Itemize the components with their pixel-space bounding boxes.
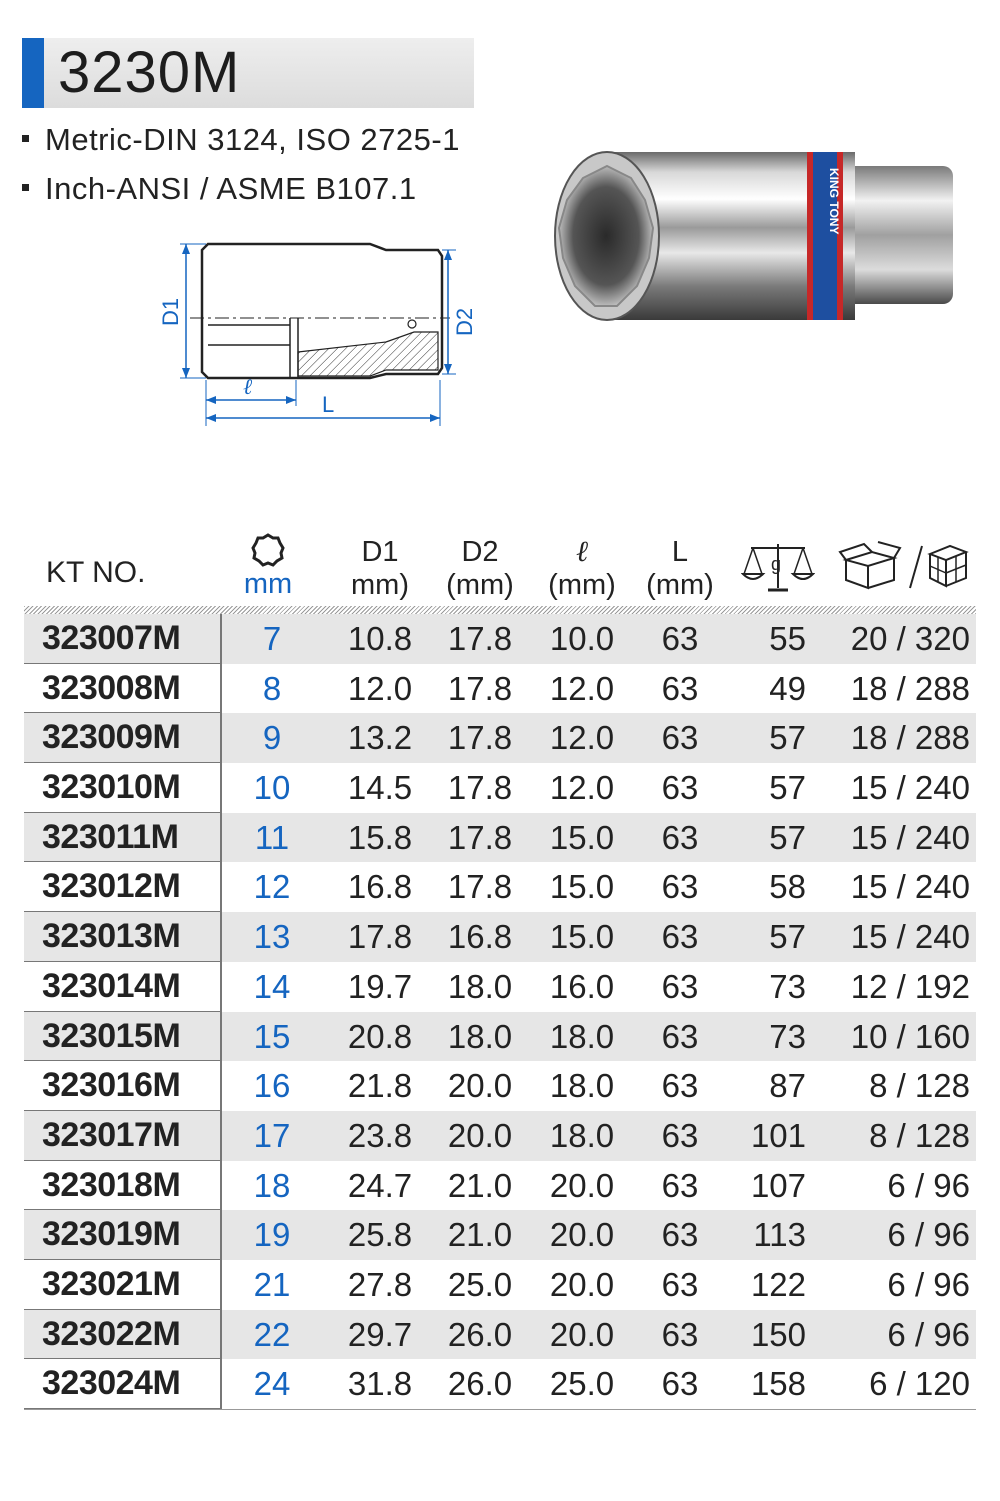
cell-weight: 58	[769, 868, 806, 906]
cell-d1: 24.7	[347, 1166, 413, 1204]
twelve-point-socket-icon	[250, 532, 286, 568]
cell-weight: 122	[750, 1265, 806, 1303]
table-bottom-rule	[24, 1409, 976, 1413]
header-divider	[24, 606, 976, 614]
cell-d2: 17.8	[447, 868, 513, 906]
cell-l-big: 63	[661, 967, 699, 1005]
cell-l-big: 63	[661, 868, 699, 906]
cell-packing: 15 / 240	[850, 868, 970, 906]
cell-d1: 27.8	[347, 1265, 413, 1303]
cell-l-small: 12.0	[549, 669, 615, 707]
spec-table	[24, 530, 976, 1413]
header-l-small	[528, 536, 636, 602]
header-size	[228, 530, 308, 601]
cell-weight: 49	[769, 669, 806, 707]
header-l-big-label: L	[671, 536, 689, 568]
cell-kt-no: 323009M	[42, 718, 181, 757]
cell-kt-no: 323011M	[42, 817, 179, 856]
standard-metric	[22, 122, 460, 158]
standard-metric-text: Metric-DIN 3124, ISO 2725-1	[45, 122, 460, 157]
table-row	[24, 763, 976, 813]
header-l-big-unit: (mm)	[646, 569, 714, 601]
cell-packing: 10 / 160	[850, 1017, 970, 1055]
cell-size: 21	[220, 1260, 322, 1310]
cell-d1: 16.8	[347, 868, 413, 906]
cell-d2: 20.0	[447, 1116, 513, 1154]
cell-kt-no: 323008M	[42, 668, 181, 707]
cell-d1: 29.7	[347, 1315, 413, 1353]
header-kt-no: KT NO.	[46, 556, 146, 589]
cell-d2: 26.0	[447, 1315, 513, 1353]
cell-d1: 10.8	[347, 620, 413, 657]
cell-weight: 113	[753, 1216, 806, 1254]
cell-kt-no: 323018M	[42, 1165, 181, 1204]
cell-size: 18	[220, 1161, 322, 1211]
cell-l-big: 63	[661, 620, 699, 657]
cell-l-small: 15.0	[549, 818, 615, 856]
title-accent-bar	[22, 38, 44, 108]
header-l-big	[628, 536, 732, 602]
cell-size: 14	[220, 962, 322, 1012]
cell-size: 9	[220, 713, 322, 763]
dimension-diagram	[150, 230, 480, 430]
cell-d2: 16.8	[447, 918, 513, 956]
cell-d1: 13.2	[347, 719, 413, 757]
standard-inch	[22, 171, 417, 207]
cell-l-small: 20.0	[549, 1216, 615, 1254]
cell-size: 22	[220, 1310, 322, 1360]
cell-l-small: 15.0	[549, 868, 615, 906]
cell-kt-no: 323015M	[42, 1016, 181, 1055]
cell-packing: 6 / 96	[887, 1166, 970, 1204]
cell-packing: 15 / 240	[850, 918, 970, 956]
cell-l-big: 63	[661, 1166, 699, 1204]
cell-d1: 21.8	[347, 1067, 413, 1105]
l-big-label: L	[322, 392, 335, 417]
cell-weight: 150	[750, 1315, 806, 1353]
cell-packing: 6 / 96	[887, 1315, 970, 1353]
d1-label: D1	[158, 297, 183, 326]
header-d1-label: D1	[361, 536, 399, 568]
cell-kt-no: 323010M	[42, 768, 181, 807]
cell-weight: 57	[769, 719, 806, 757]
cell-weight: 73	[769, 1017, 806, 1055]
cell-packing: 6 / 120	[869, 1365, 970, 1403]
cell-kt-no: 323013M	[42, 917, 181, 956]
cell-weight: 107	[750, 1166, 806, 1204]
cell-l-big: 63	[661, 719, 699, 757]
cell-l-big: 63	[661, 1315, 699, 1353]
table-row	[24, 1111, 976, 1161]
cell-d1: 15.8	[347, 818, 413, 856]
cell-l-small: 20.0	[549, 1315, 615, 1353]
cell-l-big: 63	[661, 769, 699, 807]
cell-kt-no: 323017M	[42, 1115, 181, 1154]
cell-l-small: 12.0	[549, 769, 615, 807]
scale-weight-icon	[741, 538, 815, 594]
cell-l-small: 25.0	[549, 1365, 615, 1403]
cell-size: 13	[220, 912, 322, 962]
cell-d1: 14.5	[347, 769, 413, 807]
cell-weight: 57	[769, 769, 806, 807]
cell-size: 8	[220, 664, 322, 714]
cell-l-small: 10.0	[549, 620, 615, 657]
box-carton-icon	[838, 540, 970, 592]
cell-d2: 25.0	[447, 1265, 513, 1303]
table-row	[24, 1210, 976, 1260]
cell-d2: 17.8	[447, 818, 513, 856]
header-d2	[426, 536, 534, 602]
cell-size: 16	[220, 1061, 322, 1111]
table-row	[24, 614, 976, 664]
cell-size: 17	[220, 1111, 322, 1161]
cell-weight: 158	[750, 1365, 806, 1403]
title-banner	[22, 38, 474, 108]
table-row	[24, 1161, 976, 1211]
header-l-small-unit: (mm)	[548, 569, 616, 601]
cell-packing: 6 / 96	[887, 1265, 970, 1303]
table-row	[24, 962, 976, 1012]
cell-d1: 17.8	[347, 918, 413, 956]
cell-packing: 12 / 192	[850, 967, 970, 1005]
svg-text:g: g	[771, 554, 782, 574]
table-row	[24, 862, 976, 912]
standard-inch-text: Inch-ANSI / ASME B107.1	[45, 171, 417, 206]
cell-d1: 23.8	[347, 1116, 413, 1154]
cell-d2: 17.8	[447, 769, 513, 807]
cell-packing: 8 / 128	[869, 1116, 970, 1154]
cell-packing: 18 / 288	[850, 669, 970, 707]
row-separator	[24, 1408, 220, 1409]
bullet-icon	[22, 135, 29, 142]
header-d2-label: D2	[461, 536, 499, 568]
cell-l-small: 18.0	[549, 1017, 615, 1055]
brand-band-text: KING TONY	[827, 168, 841, 235]
cell-d2: 17.8	[447, 620, 513, 657]
header-l-small-label: ℓ	[575, 536, 589, 568]
cell-size: 7	[220, 614, 322, 664]
table-row	[24, 664, 976, 714]
cell-weight: 57	[769, 818, 806, 856]
cell-l-small: 20.0	[549, 1166, 615, 1204]
cell-d2: 17.8	[447, 719, 513, 757]
cell-packing: 15 / 240	[850, 769, 970, 807]
cell-d1: 20.8	[347, 1017, 413, 1055]
cell-d1: 25.8	[347, 1216, 413, 1254]
cell-size: 12	[220, 862, 322, 912]
cell-weight: 55	[769, 620, 806, 657]
cell-packing: 6 / 96	[887, 1216, 970, 1254]
cell-weight: 73	[769, 967, 806, 1005]
cell-l-big: 63	[661, 818, 699, 856]
cell-l-big: 63	[661, 1017, 699, 1055]
cell-weight: 57	[769, 918, 806, 956]
cell-packing: 20 / 320	[850, 620, 970, 657]
cell-size: 10	[220, 763, 322, 813]
cell-kt-no: 323014M	[42, 966, 181, 1005]
l-small-label: ℓ	[243, 374, 253, 399]
cell-l-big: 63	[661, 1365, 699, 1403]
header-d1-unit: mm)	[351, 569, 409, 601]
cell-d1: 12.0	[347, 669, 413, 707]
table-header	[24, 530, 976, 606]
table-row	[24, 912, 976, 962]
bullet-icon	[22, 184, 29, 191]
table-row	[24, 1061, 976, 1111]
table-row	[24, 1260, 976, 1310]
cell-d1: 31.8	[347, 1365, 413, 1403]
cell-l-small: 16.0	[549, 967, 615, 1005]
cell-l-small: 20.0	[549, 1265, 615, 1303]
table-body	[24, 614, 976, 1409]
header-d2-unit: (mm)	[446, 569, 514, 601]
cell-l-big: 63	[661, 1265, 699, 1303]
cell-weight: 101	[750, 1116, 806, 1154]
header-size-unit: mm	[243, 568, 293, 600]
header-weight	[736, 538, 820, 602]
cell-size: 19	[220, 1210, 322, 1260]
cell-kt-no: 323007M	[42, 619, 181, 657]
table-row	[24, 713, 976, 763]
cell-kt-no: 323019M	[42, 1215, 181, 1254]
cell-d1: 19.7	[347, 967, 413, 1005]
cell-l-small: 15.0	[549, 918, 615, 956]
cell-d2: 18.0	[447, 1017, 513, 1055]
cell-l-small: 12.0	[549, 719, 615, 757]
cell-packing: 15 / 240	[850, 818, 970, 856]
cell-kt-no: 323024M	[42, 1364, 181, 1403]
cell-d2: 26.0	[447, 1365, 513, 1403]
cell-size: 11	[220, 813, 322, 863]
header-packing	[836, 540, 972, 600]
cell-kt-no: 323016M	[42, 1066, 181, 1105]
socket-photo	[545, 148, 965, 328]
table-row	[24, 1359, 976, 1409]
header-d1	[330, 536, 430, 602]
cell-size: 15	[220, 1012, 322, 1062]
cell-l-big: 63	[661, 918, 699, 956]
cell-l-big: 63	[661, 1116, 699, 1154]
cell-d2: 18.0	[447, 967, 513, 1005]
cell-weight: 87	[769, 1067, 806, 1105]
cell-l-small: 18.0	[549, 1067, 615, 1105]
cell-l-big: 63	[661, 1067, 699, 1105]
cell-kt-no: 323021M	[42, 1264, 181, 1303]
d2-label: D2	[452, 307, 477, 336]
table-row	[24, 1310, 976, 1360]
cell-l-big: 63	[661, 1216, 699, 1254]
product-title: 3230M	[58, 40, 241, 105]
cell-d2: 17.8	[447, 669, 513, 707]
cell-d2: 20.0	[447, 1067, 513, 1105]
table-row	[24, 813, 976, 863]
cell-d2: 21.0	[447, 1166, 513, 1204]
cell-d2: 21.0	[447, 1216, 513, 1254]
cell-packing: 8 / 128	[869, 1067, 970, 1105]
table-row	[24, 1012, 976, 1062]
cell-kt-no: 323022M	[42, 1314, 181, 1353]
cell-kt-no: 323012M	[42, 867, 181, 906]
cell-size: 24	[220, 1359, 322, 1409]
cell-l-small: 18.0	[549, 1116, 615, 1154]
cell-packing: 18 / 288	[850, 719, 970, 757]
cell-l-big: 63	[661, 669, 699, 707]
